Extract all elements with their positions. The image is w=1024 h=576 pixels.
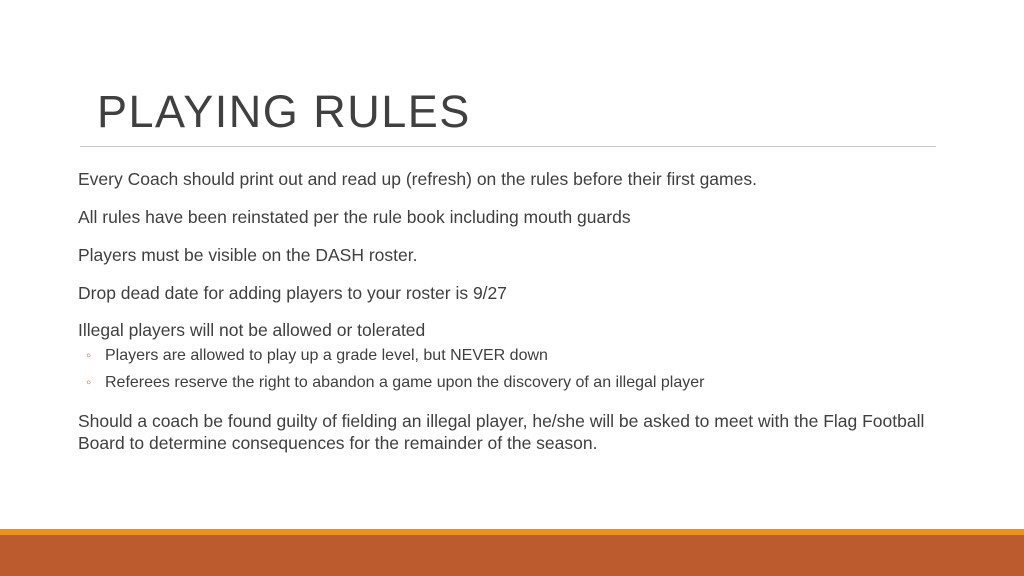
sub-bullet-text: Referees reserve the right to abandon a game upon the discovery of an illegal player xyxy=(105,374,705,391)
sub-bullet-marker-icon: ◦ xyxy=(86,347,92,364)
bullet-item: Drop dead date for adding players to your roster is 9/27 xyxy=(78,283,507,303)
footer-band xyxy=(0,535,1024,576)
bullet-item: Illegal players will not be allowed or tolerated xyxy=(78,320,426,340)
sub-bullet-text: Players are allowed to play up a grade level, but NEVER down xyxy=(105,347,548,364)
sub-bullet-item xyxy=(86,346,956,366)
sub-bullet-item xyxy=(86,373,956,393)
bullet-item: Should a coach be found guilty of fielding an illegal player, he/she will be asked to meet with the Flag Football Board to determine consequences for the remainder of the season. xyxy=(78,411,925,453)
slide-title: PLAYING RULES xyxy=(97,86,471,137)
title-underline-rule xyxy=(80,146,936,147)
bullet-item: Every Coach should print out and read up (refresh) on the rules before their first games. xyxy=(78,169,757,189)
sub-bullet-marker-icon: ◦ xyxy=(86,374,92,391)
bullet-item: Players must be visible on the DASH roster. xyxy=(78,245,418,265)
bullet-item: All rules have been reinstated per the rule book including mouth guards xyxy=(78,207,631,227)
